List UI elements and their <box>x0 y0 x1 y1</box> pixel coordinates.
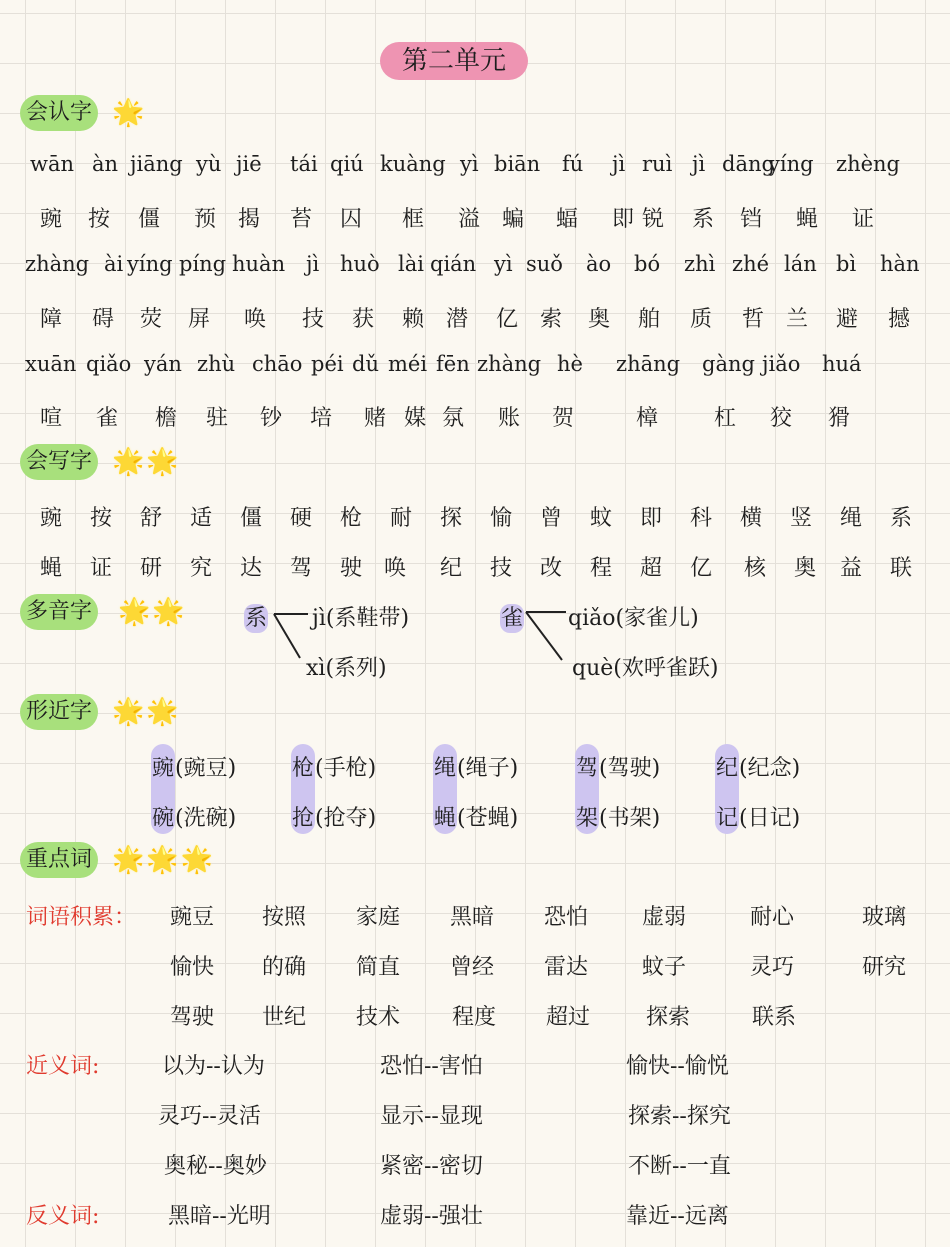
polyphone-reading: què(欢呼雀跃) <box>572 656 719 681</box>
hanzi-char: 获 <box>352 307 375 332</box>
hanzi-char: 纪 <box>440 556 463 581</box>
vocab-word: 程度 <box>452 1005 497 1030</box>
hanzi-char: 愉 <box>490 506 513 531</box>
hanzi-char: 驻 <box>206 406 229 431</box>
similar-char: 记 <box>716 806 739 831</box>
section-label-key: 重点词 <box>20 842 98 878</box>
antonym-pair: 靠近--远离 <box>626 1204 729 1229</box>
similar-word: (绳子) <box>457 756 519 781</box>
antonym-pair: 虚弱--强壮 <box>380 1204 483 1229</box>
hanzi-char: 系 <box>890 506 913 531</box>
polyphone-reading: qiǎo(家雀儿) <box>568 606 699 631</box>
vocab-word: 世纪 <box>262 1005 307 1030</box>
similar-char: 驾 <box>576 756 599 781</box>
hanzi-char: 唤 <box>244 307 267 332</box>
pinyin-syllable: hè <box>557 352 583 376</box>
pinyin-syllable: píng <box>179 252 227 276</box>
hanzi-char: 避 <box>836 307 859 332</box>
hanzi-char: 揭 <box>238 207 261 232</box>
vocab-word: 按照 <box>262 905 307 930</box>
hanzi-char: 蝇 <box>40 556 63 581</box>
pinyin-syllable: gàng <box>702 352 755 376</box>
polyphone-char: 系 <box>245 606 268 631</box>
hanzi-char: 奥 <box>794 556 817 581</box>
synonym-pair: 不断--一直 <box>628 1154 731 1179</box>
pinyin-syllable: jì <box>692 152 706 176</box>
pinyin-syllable: dǔ <box>352 352 379 376</box>
pinyin-syllable: dāng <box>722 152 775 176</box>
hanzi-char: 舶 <box>638 307 661 332</box>
hanzi-char: 屏 <box>188 307 211 332</box>
pinyin-syllable: yíng <box>768 152 814 176</box>
hanzi-char: 樟 <box>636 406 659 431</box>
pinyin-syllable: qiú <box>330 152 364 176</box>
hanzi-char: 按 <box>90 506 113 531</box>
star-icon: 🌟🌟 <box>112 447 181 477</box>
hanzi-char: 达 <box>240 556 263 581</box>
pinyin-syllable: ài <box>104 252 124 276</box>
hanzi-char: 益 <box>840 556 863 581</box>
similar-word: (抢夺) <box>315 806 377 831</box>
hanzi-char: 苔 <box>290 207 313 232</box>
pinyin-syllable: zhàng <box>25 252 90 276</box>
hanzi-char: 喧 <box>40 406 63 431</box>
hanzi-char: 荧 <box>140 307 163 332</box>
hanzi-char: 僵 <box>138 207 161 232</box>
hanzi-char: 超 <box>640 556 663 581</box>
hanzi-char: 横 <box>740 506 763 531</box>
hanzi-char: 竖 <box>790 506 813 531</box>
star-icon: 🌟🌟 <box>118 597 187 627</box>
hanzi-char: 证 <box>90 556 113 581</box>
pinyin-syllable: yíng <box>127 252 173 276</box>
similar-word: (洗碗) <box>175 806 237 831</box>
pinyin-syllable: zhù <box>197 352 236 376</box>
similar-char: 抢 <box>292 806 315 831</box>
pinyin-syllable: jì <box>612 152 626 176</box>
similar-char: 蝇 <box>434 806 457 831</box>
pinyin-syllable: zhèng <box>836 152 900 176</box>
polyphone-reading: jì(系鞋带) <box>312 606 410 631</box>
similar-char: 绳 <box>434 756 457 781</box>
similar-char: 碗 <box>152 806 175 831</box>
section-label-read: 会认字 <box>20 95 98 131</box>
vocab-word: 黑暗 <box>450 905 495 930</box>
pinyin-syllable: yù <box>196 152 222 176</box>
pinyin-syllable: méi <box>388 352 428 376</box>
hanzi-char: 联 <box>890 556 913 581</box>
hanzi-char: 耐 <box>390 506 413 531</box>
hanzi-char: 贺 <box>552 406 575 431</box>
hanzi-char: 杠 <box>714 406 737 431</box>
vocab-word: 家庭 <box>356 905 401 930</box>
vocab-word: 雷达 <box>544 955 589 980</box>
pinyin-syllable: tái <box>290 152 318 176</box>
hanzi-char: 即 <box>640 506 663 531</box>
hanzi-char: 媒 <box>404 406 427 431</box>
hanzi-char: 研 <box>140 556 163 581</box>
hanzi-char: 质 <box>690 307 713 332</box>
similar-char: 架 <box>576 806 599 831</box>
similar-char: 枪 <box>292 756 315 781</box>
hanzi-char: 舒 <box>140 506 163 531</box>
hanzi-char: 科 <box>690 506 713 531</box>
hanzi-char: 僵 <box>240 506 263 531</box>
pinyin-syllable: fú <box>562 152 584 176</box>
vocab-word: 联系 <box>752 1005 797 1030</box>
hanzi-char: 枪 <box>340 506 363 531</box>
vocab-word: 耐心 <box>750 905 795 930</box>
synonym-label: 近义词: <box>26 1054 100 1079</box>
hanzi-char: 绳 <box>840 506 863 531</box>
synonym-pair: 紧密--密切 <box>380 1154 483 1179</box>
pinyin-syllable: yì <box>494 252 513 276</box>
pinyin-syllable: zhāng <box>616 352 681 376</box>
vocab-word: 简直 <box>356 955 401 980</box>
vocab-word: 超过 <box>546 1005 591 1030</box>
hanzi-char: 唤 <box>384 556 407 581</box>
hanzi-char: 狡 <box>770 406 793 431</box>
hanzi-char: 即 <box>612 207 635 232</box>
hanzi-char: 豌 <box>40 506 63 531</box>
hanzi-char: 程 <box>590 556 613 581</box>
vocab-word: 研究 <box>862 955 907 980</box>
hanzi-char: 猾 <box>828 406 851 431</box>
pinyin-syllable: suǒ <box>526 252 563 276</box>
similar-word: (纪念) <box>739 756 801 781</box>
synonym-pair: 恐怕--害怕 <box>380 1054 483 1079</box>
section-label-write: 会写字 <box>20 444 98 480</box>
hanzi-char: 培 <box>310 406 333 431</box>
hanzi-char: 蝇 <box>796 207 819 232</box>
pinyin-syllable: xuān <box>25 352 77 376</box>
hanzi-char: 奥 <box>588 307 611 332</box>
pinyin-syllable: jiāng <box>130 152 183 176</box>
hanzi-char: 预 <box>194 207 217 232</box>
hanzi-char: 雀 <box>96 406 119 431</box>
section-label-polyphone: 多音字 <box>20 594 98 630</box>
similar-word: (日记) <box>739 806 801 831</box>
similar-char: 豌 <box>152 756 175 781</box>
pinyin-syllable: yán <box>144 352 182 376</box>
vocab-word: 灵巧 <box>750 955 795 980</box>
pinyin-syllable: kuàng <box>380 152 446 176</box>
pinyin-syllable: ruì <box>642 152 673 176</box>
hanzi-char: 撼 <box>888 307 911 332</box>
hanzi-char: 技 <box>302 307 325 332</box>
pinyin-syllable: yì <box>460 152 479 176</box>
similar-word: (驾驶) <box>599 756 661 781</box>
hanzi-char: 硬 <box>290 506 313 531</box>
hanzi-char: 蝙 <box>502 207 525 232</box>
pinyin-syllable: ào <box>586 252 612 276</box>
pinyin-syllable: lán <box>784 252 817 276</box>
pinyin-syllable: qiǎo <box>86 352 132 376</box>
pinyin-syllable: bì <box>836 252 857 276</box>
pinyin-syllable: huàn <box>232 252 286 276</box>
pinyin-syllable: zhé <box>732 252 770 276</box>
similar-char: 纪 <box>716 756 739 781</box>
synonym-pair: 愉快--愉悦 <box>626 1054 729 1079</box>
pinyin-syllable: qián <box>430 252 477 276</box>
hanzi-char: 技 <box>490 556 513 581</box>
hanzi-char: 亿 <box>690 556 713 581</box>
hanzi-char: 账 <box>498 406 521 431</box>
bracket-lines <box>524 600 570 670</box>
similar-word: (苍蝇) <box>457 806 519 831</box>
hanzi-char: 赌 <box>364 406 387 431</box>
polyphone-reading: xì(系列) <box>306 656 387 681</box>
pinyin-syllable: jì <box>306 252 320 276</box>
hanzi-char: 究 <box>190 556 213 581</box>
hanzi-char: 钞 <box>260 406 283 431</box>
synonym-pair: 以为--认为 <box>162 1054 265 1079</box>
vocab-word: 曾经 <box>450 955 495 980</box>
hanzi-char: 赖 <box>402 307 425 332</box>
hanzi-char: 囚 <box>340 207 363 232</box>
similar-word: (手枪) <box>315 756 377 781</box>
pinyin-syllable: jiē <box>236 152 262 176</box>
hanzi-char: 檐 <box>155 406 178 431</box>
hanzi-char: 索 <box>540 307 563 332</box>
pinyin-syllable: chāo <box>252 352 303 376</box>
pinyin-syllable: hàn <box>880 252 920 276</box>
pinyin-syllable: zhì <box>684 252 716 276</box>
pinyin-syllable: jiǎo <box>762 352 801 376</box>
pinyin-syllable: lài <box>398 252 424 276</box>
antonym-pair: 黑暗--光明 <box>168 1204 271 1229</box>
similar-word: (豌豆) <box>175 756 237 781</box>
pinyin-syllable: huá <box>822 352 862 376</box>
hanzi-char: 驾 <box>290 556 313 581</box>
vocab-word: 恐怕 <box>544 905 589 930</box>
page-title: 第二单元 <box>380 42 528 80</box>
pinyin-syllable: péi <box>311 352 344 376</box>
hanzi-char: 兰 <box>786 307 809 332</box>
vocab-word: 的确 <box>262 955 307 980</box>
vocab-word: 驾驶 <box>170 1005 215 1030</box>
hanzi-char: 探 <box>440 506 463 531</box>
pinyin-syllable: wān <box>30 152 75 176</box>
hanzi-char: 潜 <box>446 307 469 332</box>
hanzi-char: 驶 <box>340 556 363 581</box>
synonym-pair: 探索--探究 <box>628 1104 731 1129</box>
synonym-pair: 灵巧--灵活 <box>158 1104 261 1129</box>
star-icon: 🌟 <box>112 98 147 128</box>
vocab-word: 玻璃 <box>862 905 907 930</box>
hanzi-char: 溢 <box>458 207 481 232</box>
section-label-similar: 形近字 <box>20 694 98 730</box>
vocab-word: 愉快 <box>170 955 215 980</box>
hanzi-char: 曾 <box>540 506 563 531</box>
hanzi-char: 改 <box>540 556 563 581</box>
hanzi-char: 碍 <box>92 307 115 332</box>
hanzi-char: 蝠 <box>556 207 579 232</box>
similar-word: (书架) <box>599 806 661 831</box>
vocab-word: 豌豆 <box>170 905 215 930</box>
pinyin-syllable: zhàng <box>477 352 542 376</box>
hanzi-char: 铛 <box>740 207 763 232</box>
star-icon: 🌟🌟🌟 <box>112 845 216 875</box>
hanzi-char: 蚊 <box>590 506 613 531</box>
pinyin-syllable: fēn <box>436 352 470 376</box>
vocab-word: 技术 <box>356 1005 401 1030</box>
pinyin-syllable: biān <box>494 152 541 176</box>
hanzi-char: 哲 <box>742 307 765 332</box>
polyphone-char: 雀 <box>501 606 524 631</box>
pinyin-syllable: huò <box>340 252 380 276</box>
hanzi-char: 框 <box>402 207 425 232</box>
vocab-word: 蚊子 <box>642 955 687 980</box>
hanzi-char: 按 <box>88 207 111 232</box>
synonym-pair: 奥秘--奥妙 <box>164 1154 267 1179</box>
star-icon: 🌟🌟 <box>112 697 181 727</box>
hanzi-char: 豌 <box>40 207 63 232</box>
vocab-word: 探索 <box>646 1005 691 1030</box>
vocab-label: 词语积累： <box>26 905 137 930</box>
synonym-pair: 显示--显现 <box>380 1104 483 1129</box>
hanzi-char: 氛 <box>442 406 465 431</box>
hanzi-char: 证 <box>852 207 875 232</box>
hanzi-char: 锐 <box>642 207 665 232</box>
hanzi-char: 障 <box>40 307 63 332</box>
hanzi-char: 适 <box>190 506 213 531</box>
vocab-word: 虚弱 <box>642 905 687 930</box>
pinyin-syllable: bó <box>634 252 661 276</box>
hanzi-char: 核 <box>744 556 767 581</box>
hanzi-char: 亿 <box>496 307 519 332</box>
pinyin-syllable: àn <box>92 152 119 176</box>
antonym-label: 反义词: <box>26 1204 100 1229</box>
hanzi-char: 系 <box>692 207 715 232</box>
